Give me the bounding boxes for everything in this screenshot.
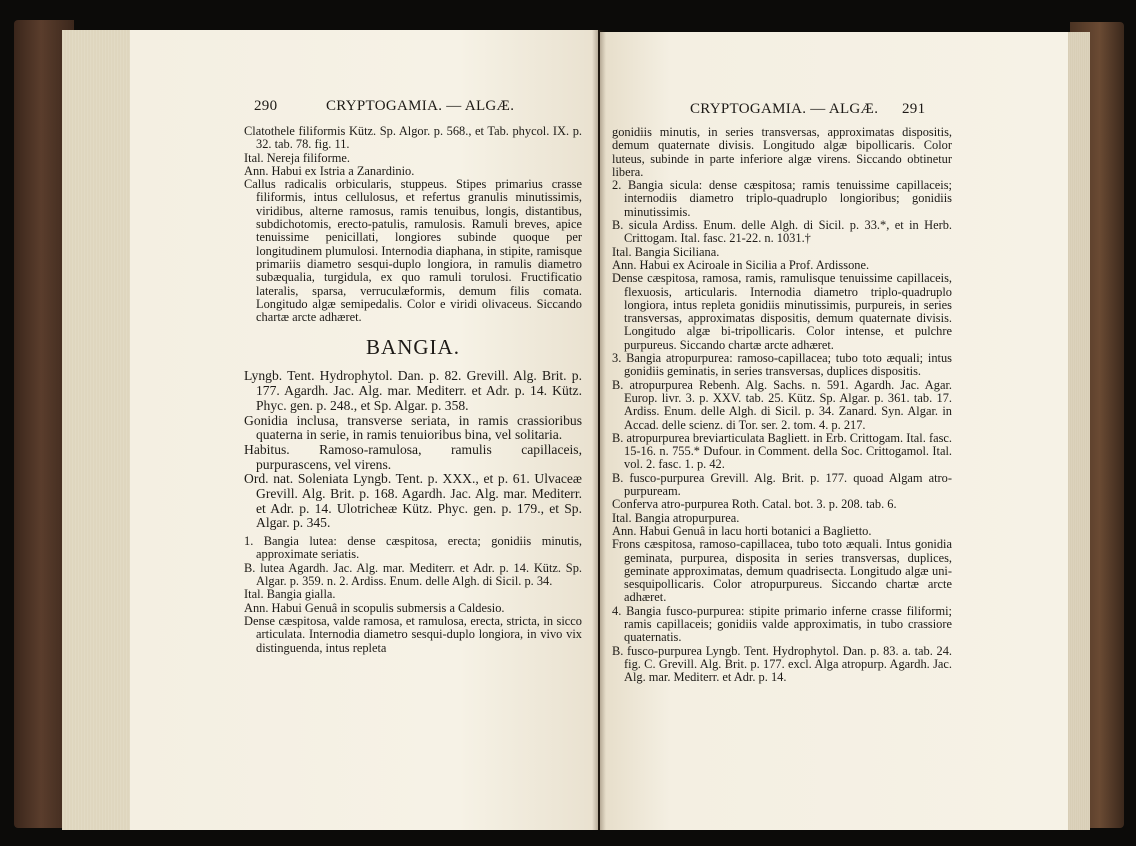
species-heading: 1. Bangia lutea: dense cæspitosa, erecta; gonidiis minutis, approximate seriatis. [244, 534, 582, 562]
page-edges-left [62, 30, 132, 830]
italian-name-line: Ital. Nereja filiforme. [244, 150, 350, 165]
description-paragraph: Callus radicalis orbicularis, stuppeus. Stipes primarius crasse filiformis, intus cellulosus, et refertus granulis minutissimis, viridibus, alterne ramosus, ramis tenuibus, longis, distantibus, subdichotomis, erecto-patulis, ramulosis. Ramuli breves, apice tenuissime penicillati, longiores subinde quoque per longitudinem plumulosi. Internodia diaphana, in stipite, ramisque primariis diametro sesqui-duplo longiora, in ramulis diametro subæqualia, turgidula, ex quo ramuli torulosi. Fructificatio lateralis, sparsa, verruculæformis, demum filis comata. Longitudo algæ semipedalis. Color e viridi olivaceus. Siccando chartæ arcte adhæret. [244, 177, 582, 325]
genus-title: BANGIA. [366, 335, 460, 360]
species-3-italian-name: Ital. Bangia atropurpurea. [612, 510, 740, 525]
species-2-annotation: Ann. Habui ex Aciroale in Sicilia a Prof. Ardissone. [612, 257, 870, 272]
genus-diagnosis: Gonidia inclusa, transverse seriata, in ramis crassioribus quaterna in serie, in ramis tenuioribus bina, vel solitaria. [244, 412, 582, 443]
species-4-synonyms: B. fusco-purpurea Lyngb. Tent. Hydrophytol. Dan. p. 83. a. tab. 24. fig. C. Grevill. Alg. Brit. p. 177. excl. Alga atropurp. Agardh. Jac. Alg. mar. Mediterr. et Adr. p. 14. [612, 643, 952, 685]
right-page-number: 291 [902, 101, 926, 117]
species-italian-name: Ital. Bangia gialla. [244, 587, 336, 602]
species-2-description: Dense cæspitosa, ramosa, ramis, ramulisque tenuissime capillaceis, flexuosis, articularis. Internodia diametro triplo-quadruplo longiora, intus repleta gonidiis minutissimis, purpureis, in series transversas, approximatas dispositis, demum quaternate divisis. Longitudo algæ bi-tripollicaris. Color intense, et pulchre purpureus. Siccando chartæ arcte adhæret. [612, 271, 952, 352]
species-3-annotation: Ann. Habui Genuâ in lacu horti botanici a Baglietto. [612, 523, 872, 538]
left-page-number: 290 [254, 98, 278, 114]
book-gutter [592, 30, 606, 830]
species-3-heading: 3. Bangia atropurpurea: ramoso-capillacea; tubo toto æquali; intus gonidiis geminatis, in series transversas, duplices dispositis. [612, 351, 952, 379]
genus-order: Ord. nat. Soleniata Lyngb. Tent. p. XXX., et p. 61. Ulvaceæ Grevill. Alg. Brit. p. 168. Agardh. Jac. Alg. mar. Mediterr. et Adr. p. 14. Ulotricheæ Kütz. Phyc. gen. p. 179., et Sp. Algar. p. 345. [244, 471, 582, 531]
species-4-heading: 4. Bangia fusco-purpurea: stipite primario inferne crasse filiformi; ramis capillaceis; gonidiis valde approximatis, in tubo crassiore quaternatis. [612, 603, 952, 645]
species-synonyms: B. lutea Agardh. Jac. Alg. mar. Mediterr. et Adr. p. 14. Kütz. Sp. Algar. p. 359. n. 2. Ardiss. Enum. delle Algh. di Sicil. p. 34. [244, 560, 582, 589]
right-page-body [612, 126, 952, 684]
species-2-synonyms: B. sicula Ardiss. Enum. delle Algh. di Sicil. p. 33.*, et in Herb. Crittogam. Ital. fasc. 21-22. n. 1031.† [612, 218, 952, 246]
species-3-synonym-1: B. atropurpurea Rebenh. Alg. Sachs. n. 591. Agardh. Jac. Agar. Europ. livr. 3. p. XXV. tab. 25. Kütz. Sp. Algar. p. 361. tab. 17. Ardiss. Enum. delle Algh. di Sicil. p. 34. Zanard. Syn. Algar. in Accad. delle scienz. di Tor. ser. 2. tom. 4. p. 217. [612, 377, 952, 432]
right-running-head: CRYPTOGAMIA. — ALGÆ. [690, 101, 879, 117]
genus-references: Lyngb. Tent. Hydrophytol. Dan. p. 82. Grevill. Alg. Brit. p. 177. Agardh. Jac. Alg. mar. Mediterr. et Adr. p. 14. Kütz. Phyc. gen. p. 248., et Sp. Algar. p. 358. [244, 368, 582, 413]
synonym-line: Clatothele filiformis Kütz. Sp. Algor. p. 568., et Tab. phycol. IX. p. 32. tab. 78. fig. 11. [244, 124, 582, 152]
species-annotation: Ann. Habui Genuâ in scopulis submersis a Caldesio. [244, 600, 505, 615]
left-running-head: CRYPTOGAMIA. — ALGÆ. [326, 98, 515, 114]
genus-habitus: Habitus. Ramoso-ramulosa, ramulis capillaceis, purpurascens, vel virens. [244, 441, 582, 472]
species-3-synonym-4: Conferva atro-purpurea Roth. Catal. bot. 3. p. 208. tab. 6. [612, 497, 897, 512]
annotation-line: Ann. Habui ex Istria a Zanardinio. [244, 163, 415, 178]
left-page-body [244, 125, 582, 655]
species-description: Dense cæspitosa, valde ramosa, et ramulosa, erecta, stricta, in sicco articulata. Internodia diametro sesqui-duplo longiora, in vivo vix distinguenda, intus repleta [244, 613, 582, 655]
species-2-italian-name: Ital. Bangia Siciliana. [612, 244, 720, 259]
species-3-synonym-3: B. fusco-purpurea Grevill. Alg. Brit. p. 177. quoad Algam atro-purpuream. [612, 470, 952, 499]
species-3-description: Frons cæspitosa, ramoso-capillacea, tubo toto æquali. Intus gonidia geminata, purpurea, disposita in series transversas, duplices, geminate approximatas, demum quadrisecta. Longitudo algæ uni-sesquipollicaris. Color atropurpureus. Siccando chartæ arcte adhæret. [612, 537, 952, 605]
continued-description: gonidiis minutis, in series transversas, approximatas dispositis, demum quaternate divisis. Longitudo algæ bipollicaris. Color luteus, subinde in parte inferiore algæ virens. Siccando obtinetur libera. [612, 125, 952, 179]
species-3-synonym-2: B. atropurpurea breviarticulata Bagliett. in Erb. Crittogam. Ital. fasc. 15-16. n. 755.* Dufour. in Comment. della Soc. Crittogamol. Ital. vol. 2. fasc. 1. p. 42. [612, 430, 952, 472]
species-2-heading: 2. Bangia sicula: dense cæspitosa; ramis tenuissime capillaceis; internodiis diametro triplo-quadruplo longioribus; gonidiis minutissimis. [612, 178, 952, 219]
